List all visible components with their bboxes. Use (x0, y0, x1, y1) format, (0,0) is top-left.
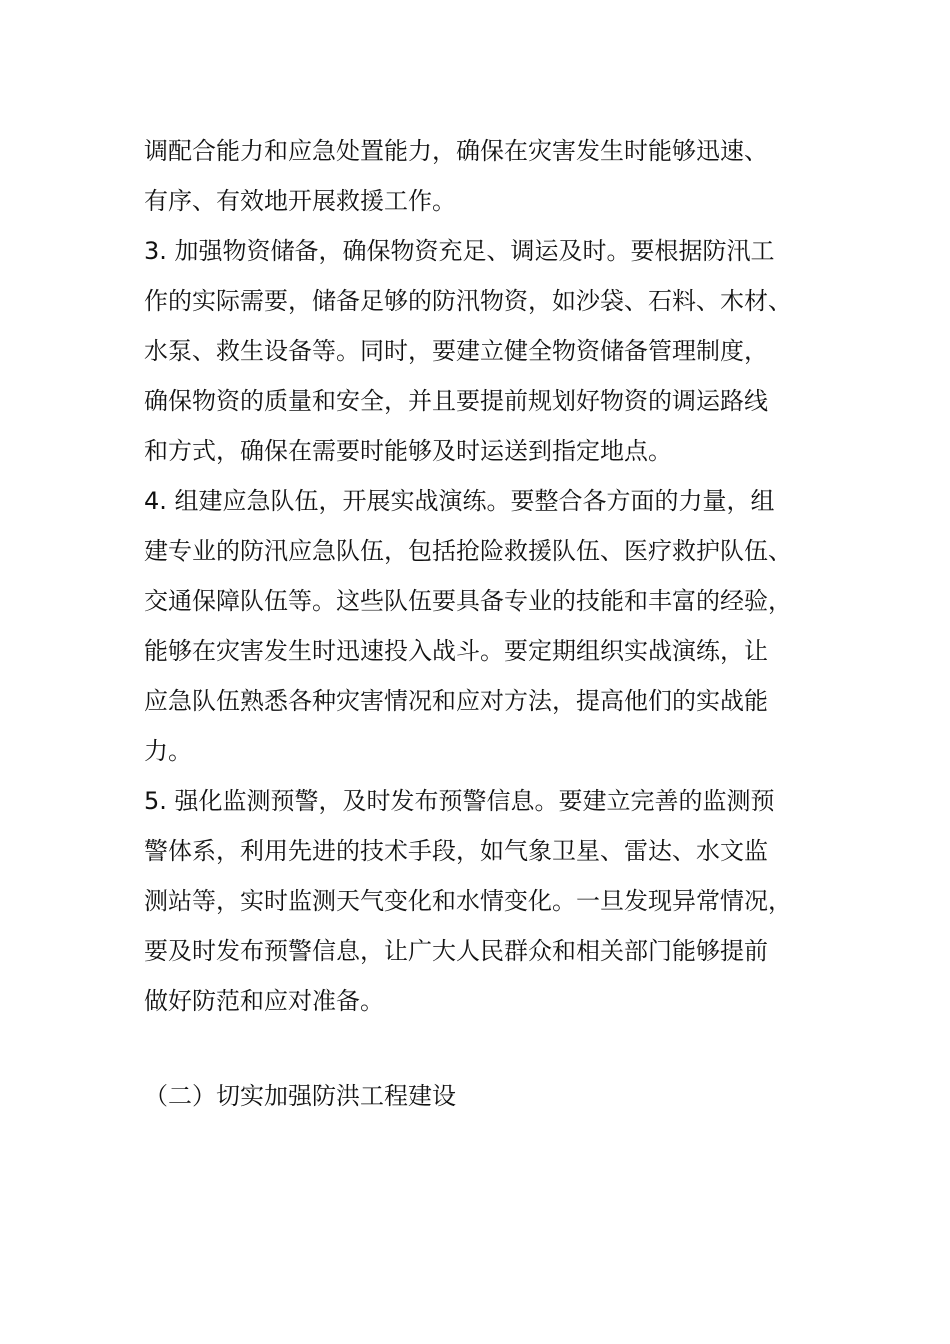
body-text-line: 交通保障队伍等。这些队伍要具备专业的技能和丰富的经验， (144, 587, 792, 615)
body-text-line: 力。 (144, 737, 192, 765)
body-text-line: 调配合能力和应急处置能力，确保在灾害发生时能够迅速、 (144, 137, 768, 165)
body-text-line: 和方式，确保在需要时能够及时运送到指定地点。 (144, 437, 672, 465)
section-heading: （二）切实加强防洪工程建设 (144, 1082, 456, 1110)
list-item-4-line: 4. 组建应急队伍，开展实战演练。要整合各方面的力量，组 (144, 487, 775, 515)
body-text-line: 要及时发布预警信息，让广大人民群众和相关部门能够提前 (144, 937, 768, 965)
list-item-3-line: 3. 加强物资储备，确保物资充足、调运及时。要根据防汛工 (144, 237, 775, 265)
body-text-line: 能够在灾害发生时迅速投入战斗。要定期组织实战演练，让 (144, 637, 768, 665)
list-item-5-line: 5. 强化监测预警，及时发布预警信息。要建立完善的监测预 (144, 787, 775, 815)
body-text-line: 建专业的防汛应急队伍，包括抢险救援队伍、医疗救护队伍、 (144, 537, 792, 565)
body-text-line: 作的实际需要，储备足够的防汛物资，如沙袋、石料、木材、 (144, 287, 792, 315)
body-text-line: 水泵、救生设备等。同时，要建立健全物资储备管理制度， (144, 337, 768, 365)
body-text-line: 测站等，实时监测天气变化和水情变化。一旦发现异常情况， (144, 887, 792, 915)
body-text-line: 确保物资的质量和安全，并且要提前规划好物资的调运路线 (144, 387, 768, 415)
body-text-line: 做好防范和应对准备。 (144, 987, 384, 1015)
body-text-line: 有序、有效地开展救援工作。 (144, 187, 456, 215)
body-text-line: 警体系，利用先进的技术手段，如气象卫星、雷达、水文监 (144, 837, 768, 865)
body-text-line: 应急队伍熟悉各种灾害情况和应对方法，提高他们的实战能 (144, 687, 768, 715)
